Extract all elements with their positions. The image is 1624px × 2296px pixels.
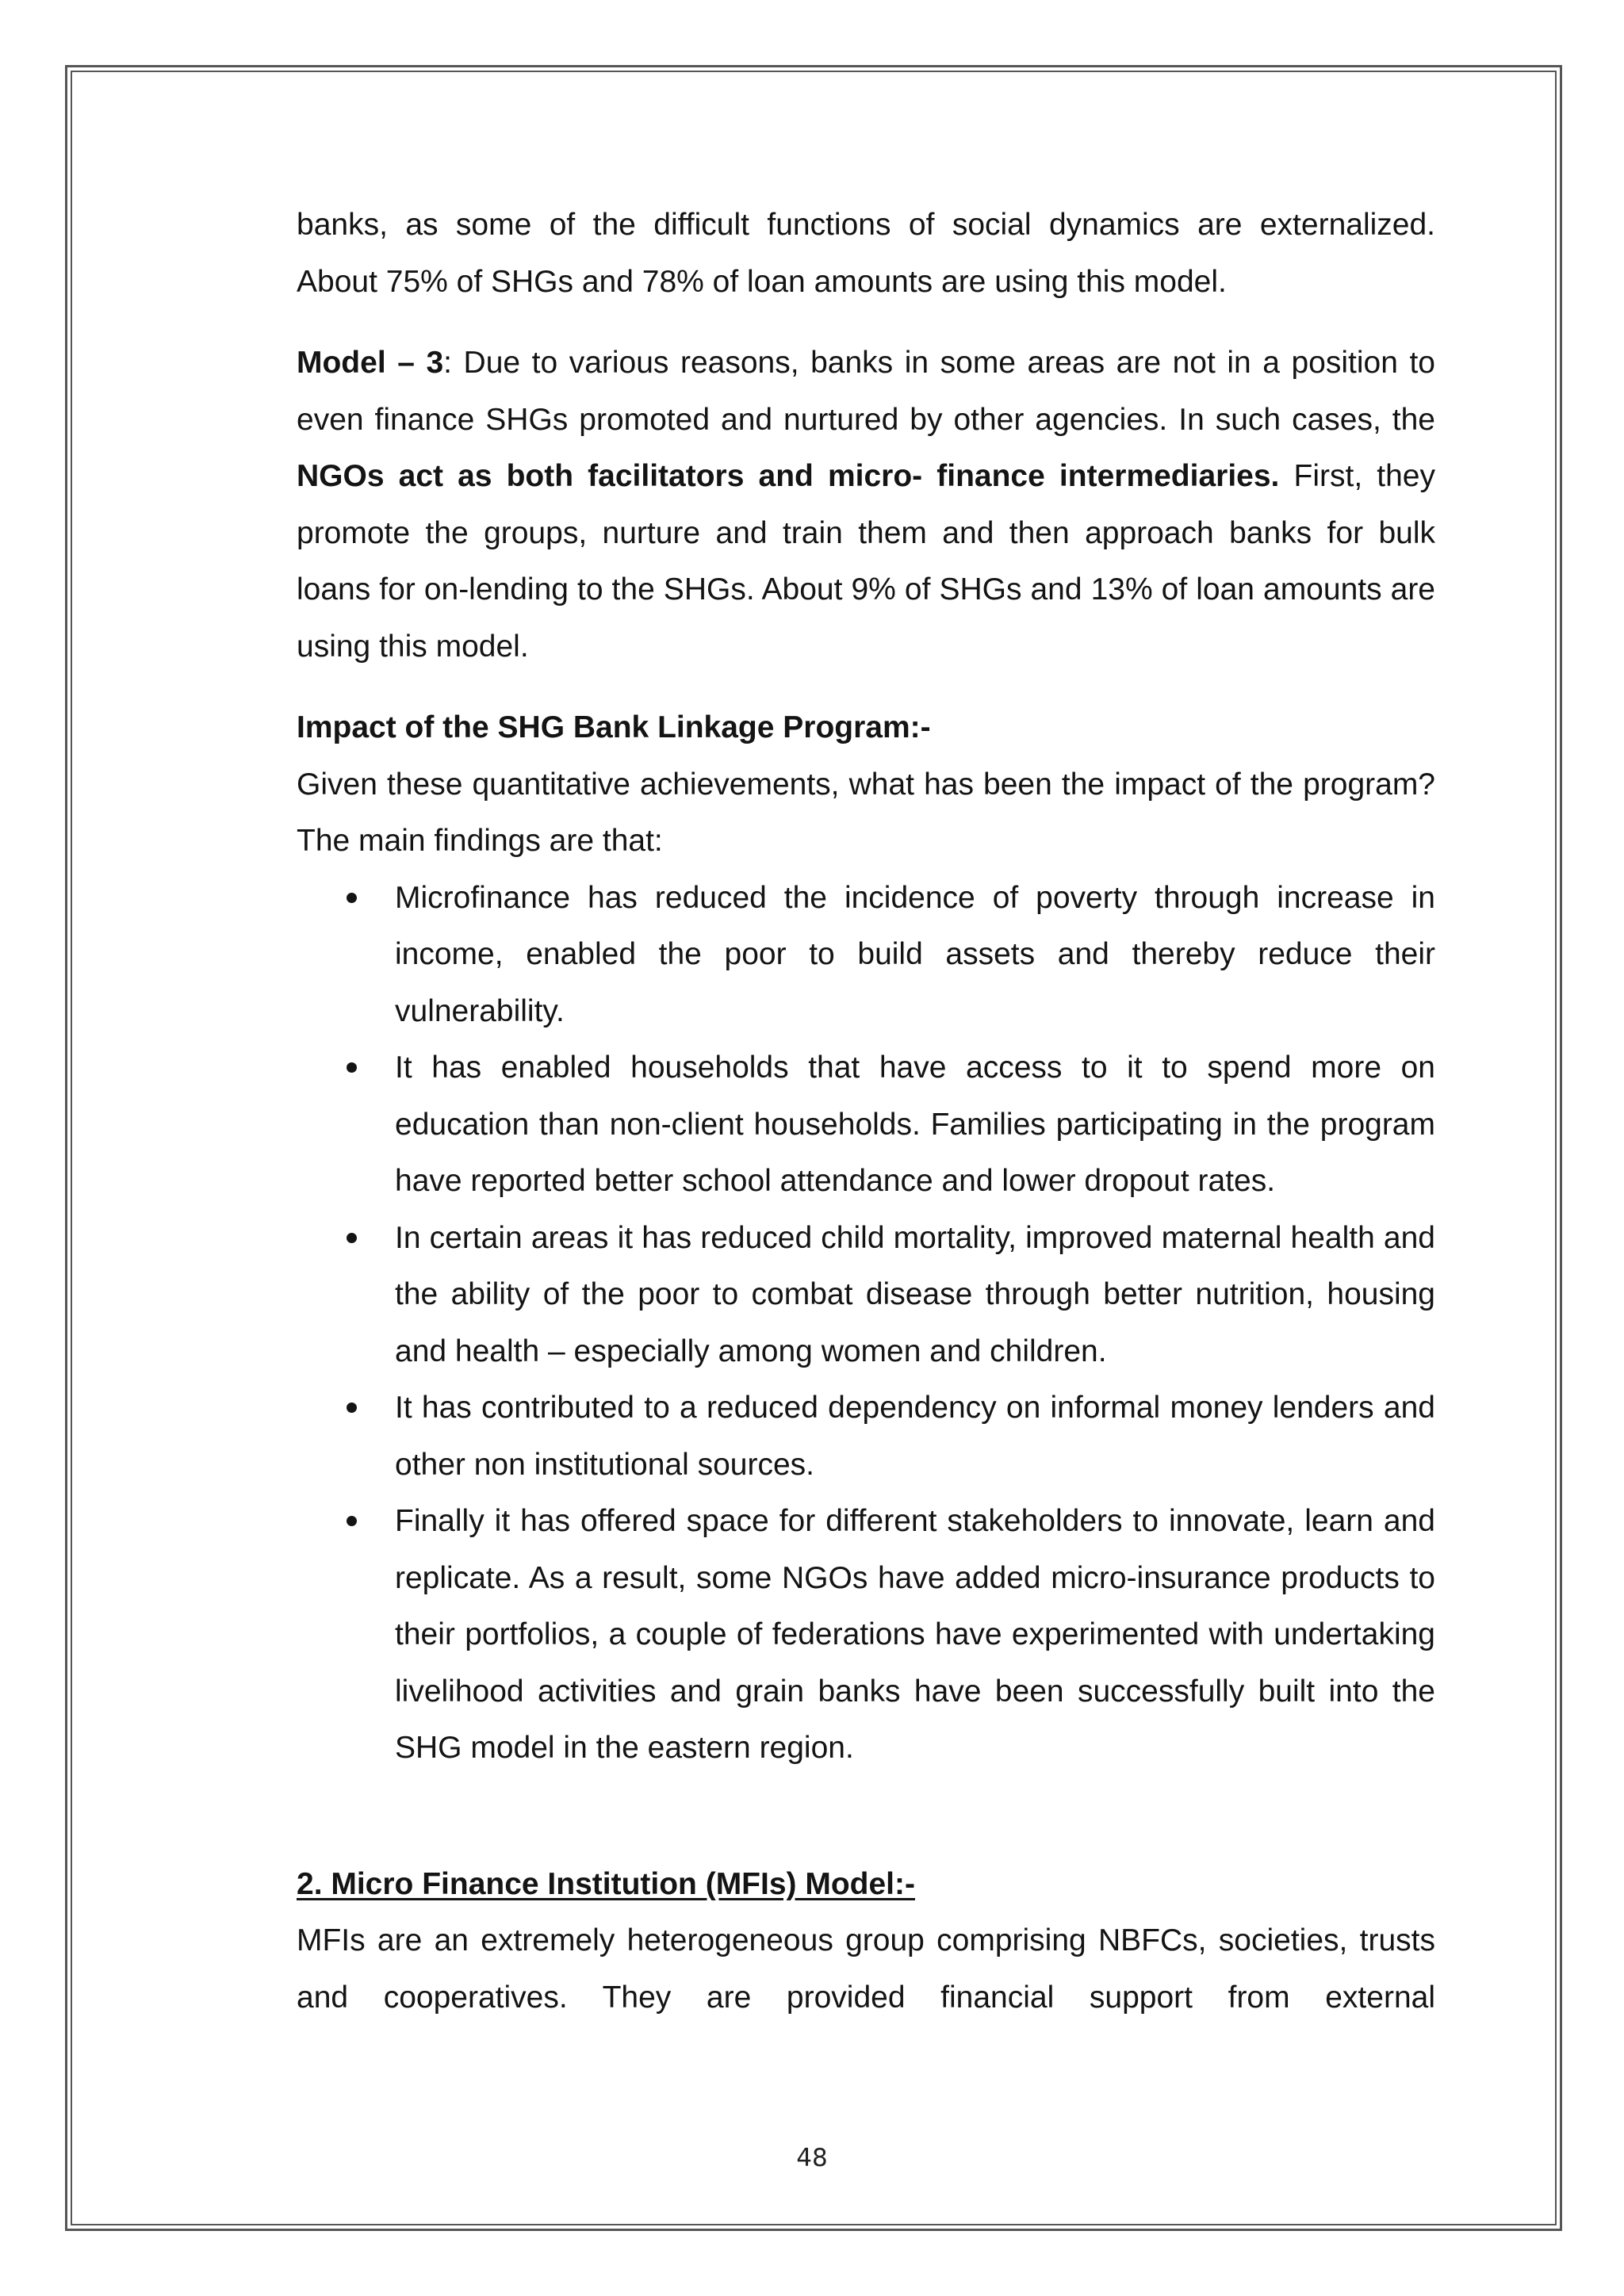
list-item bbox=[297, 1039, 1435, 1210]
bullet-icon bbox=[347, 1233, 357, 1243]
intro-line-2: About 75% of SHGs and 78% of loan amounts are using this model. bbox=[297, 264, 1227, 299]
list-item-text: It has enabled households that have access to it to spend more on education than non-client households. Families participating in the program have reported better school attendance and lower dropout rates. bbox=[395, 1050, 1435, 1198]
mfi-section-heading: 2. Micro Finance Institution (MFIs) Model:- bbox=[297, 1866, 915, 1901]
list-item bbox=[297, 1380, 1435, 1493]
mfi-paragraph: MFIs are an extremely heterogeneous group comprising NBFCs, societies, trusts and cooperatives. They are provided financial support from external bbox=[297, 1923, 1435, 2015]
page-number: 48 bbox=[796, 2144, 828, 2172]
model-3-bold-text: NGOs act as both facilitators and micro- finance intermediaries. bbox=[297, 459, 1280, 493]
list-item-text: Microfinance has reduced the incidence of poverty through increase in income, enabled the poor to build assets and thereby reduce their vulnerability. bbox=[395, 880, 1435, 1028]
page-body bbox=[297, 197, 1435, 2026]
impact-heading: Impact of the SHG Bank Linkage Program:- bbox=[297, 710, 931, 744]
list-item bbox=[297, 1210, 1435, 1380]
list-item bbox=[297, 870, 1435, 1040]
list-item-text: Finally it has offered space for different stakeholders to innovate, learn and replicate. As a result, some NGOs have added micro-insurance products to their portfolios, a couple of federations have experimented with undertaking livelihood activities and grain banks have been successfully built into the SHG model in the eastern region. bbox=[395, 1504, 1435, 1765]
impact-lead-paragraph: Given these quantitative achievements, what has been the impact of the program? The main findings are that: bbox=[297, 767, 1435, 858]
intro-line-1: banks, as some of the difficult functions of social dynamics are externalized. bbox=[297, 208, 1435, 242]
list-item bbox=[297, 1493, 1435, 1777]
bullet-icon bbox=[347, 1402, 357, 1413]
model-3-label: Model – 3 bbox=[297, 346, 444, 380]
list-item-text: In certain areas it has reduced child mortality, improved maternal health and the ability of the poor to combat disease through better nutrition, housing and health – especially among women and children. bbox=[395, 1220, 1435, 1368]
model-3-paragraph bbox=[297, 335, 1435, 675]
impact-findings-list bbox=[297, 870, 1435, 1777]
model-3-text-b: First, they promote the groups, nurture and train them and then approach banks for bulk loans for on-lending to the SHGs. About 9% of SHGs and 13% of loan amounts are using this model. bbox=[297, 459, 1435, 664]
model-3-text-a: : Due to various reasons, banks in some areas are not in a position to even finance SHGs promoted and nurtured by other agencies. In such cases, the bbox=[297, 346, 1435, 437]
intro-paragraph bbox=[297, 197, 1435, 310]
list-item-text: It has contributed to a reduced dependency on informal money lenders and other non institutional sources. bbox=[395, 1391, 1435, 1482]
bullet-icon bbox=[347, 1516, 357, 1526]
bullet-icon bbox=[347, 893, 357, 903]
bullet-icon bbox=[347, 1062, 357, 1073]
